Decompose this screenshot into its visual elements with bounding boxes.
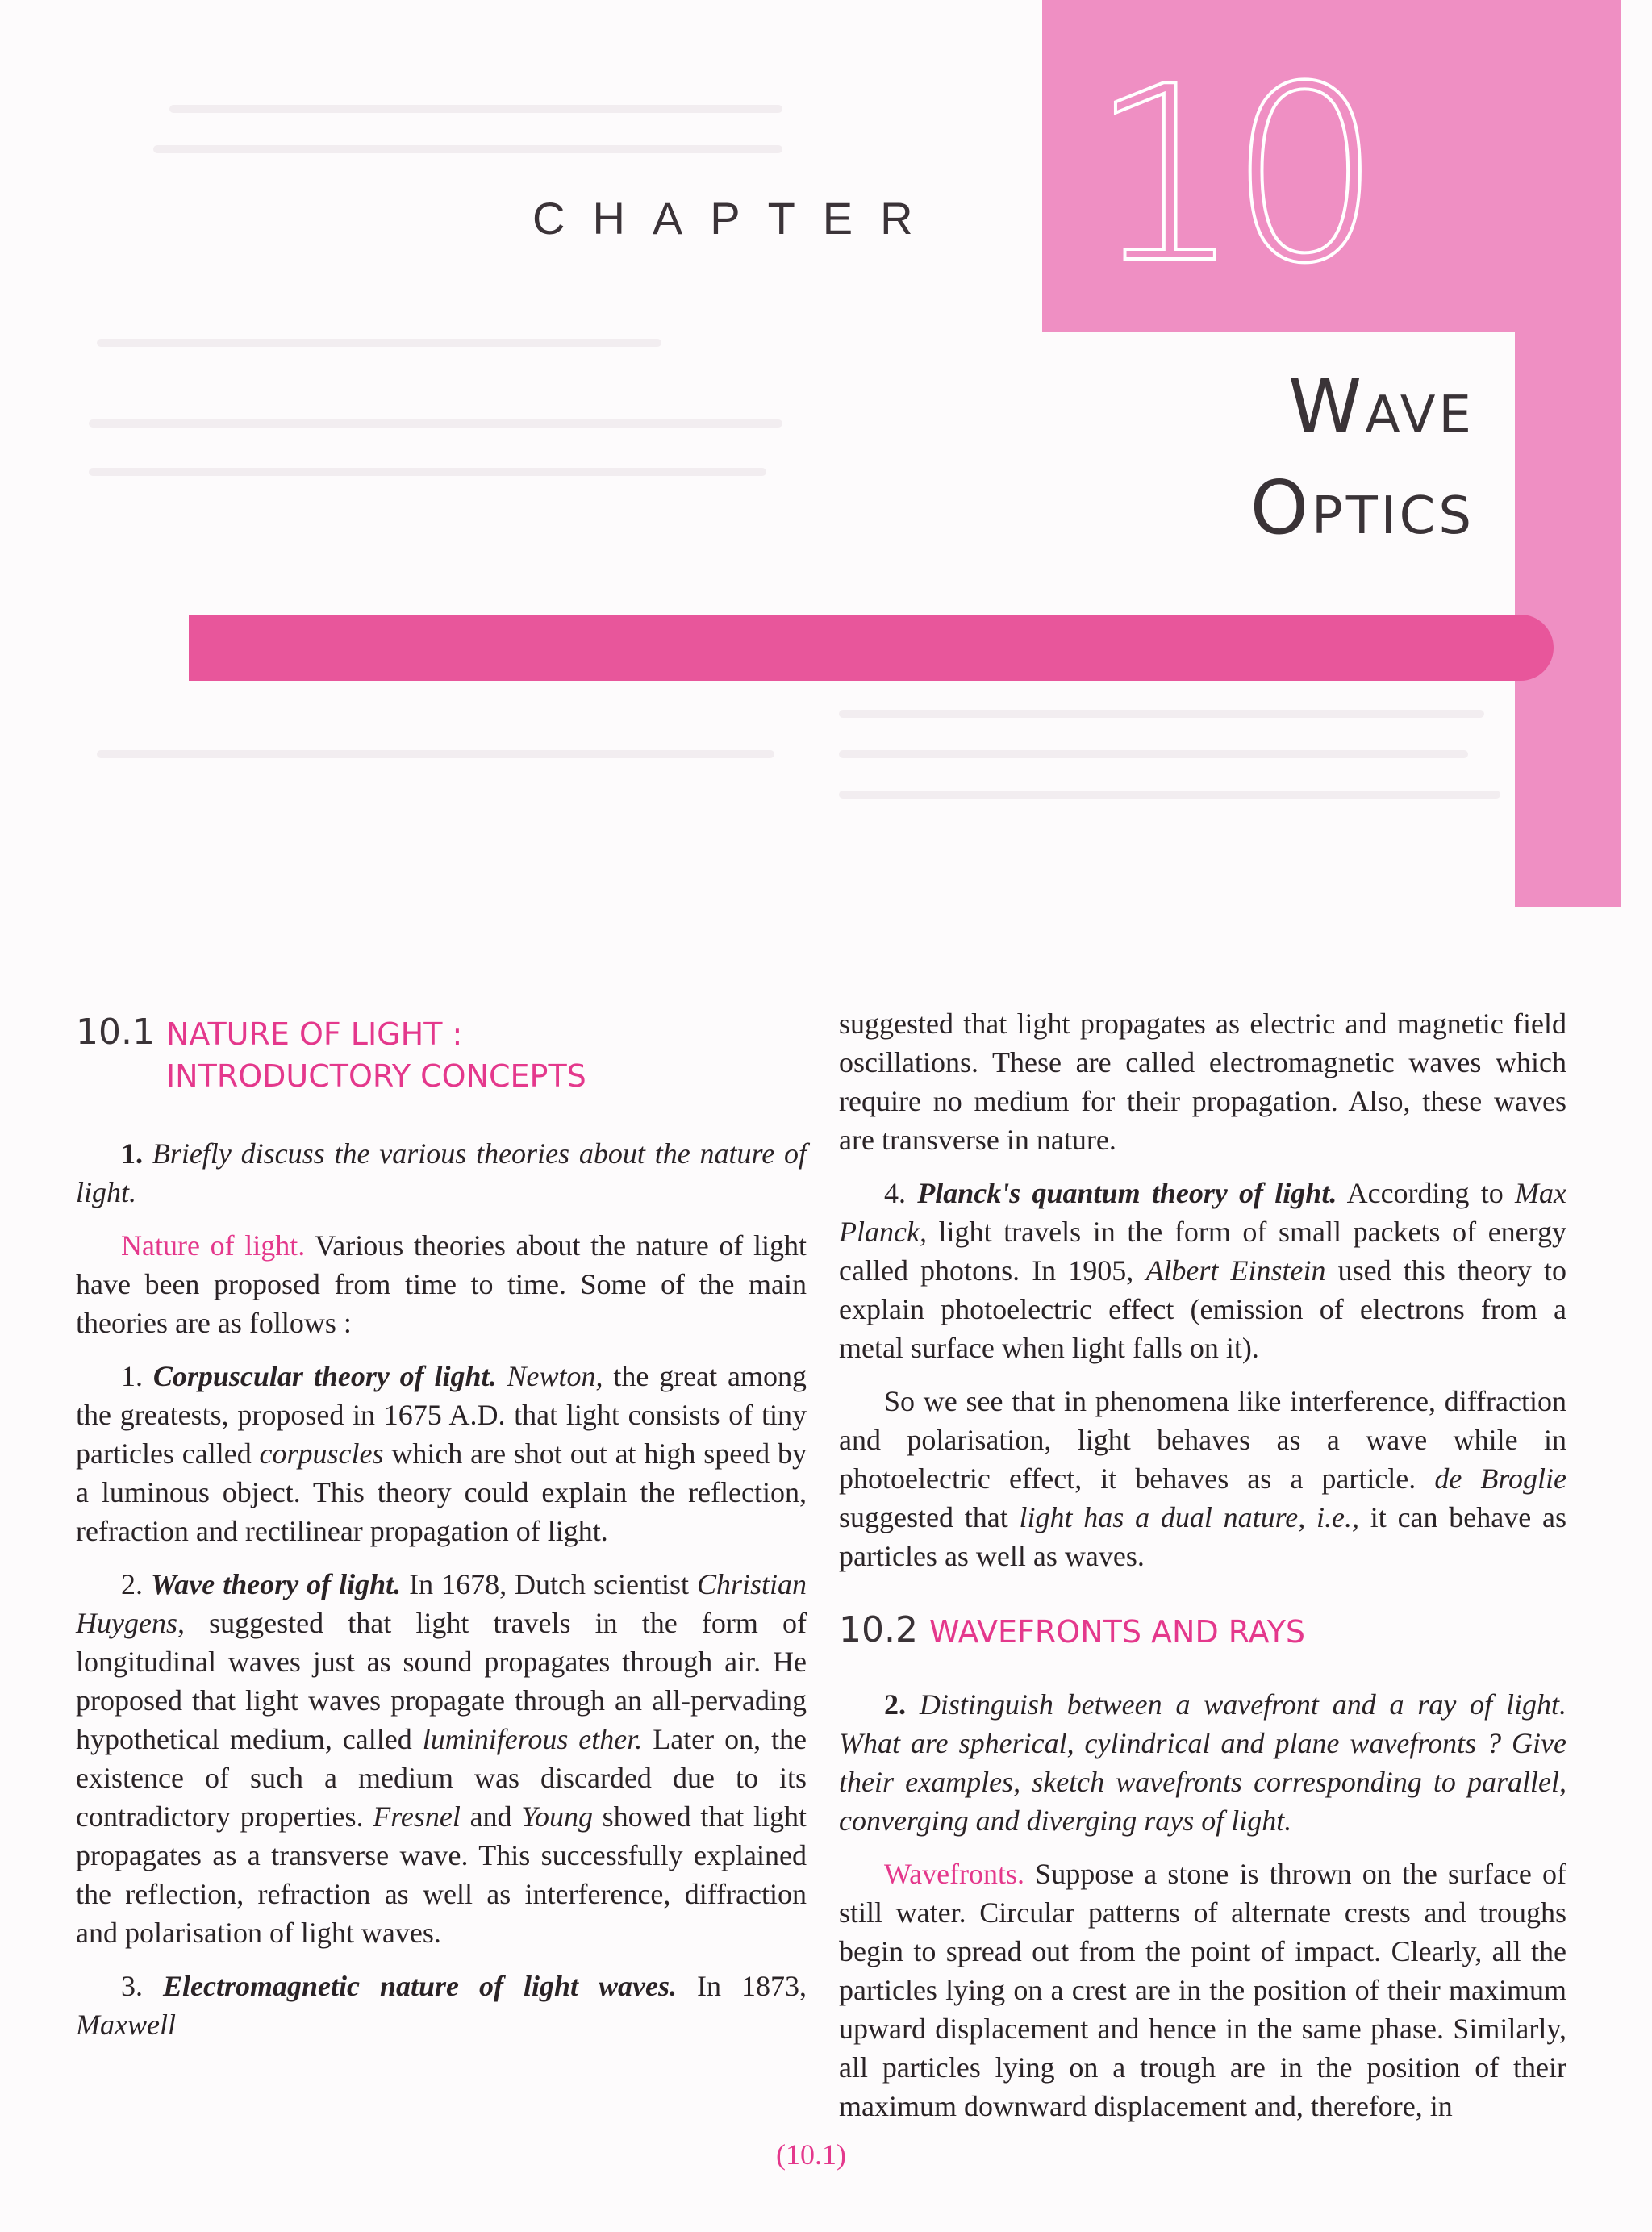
section-number: 10.2 [839,1609,918,1650]
theory-quantum [839,1174,1566,1367]
item-number: 4. [884,1177,918,1209]
question-number: 1. [121,1137,143,1170]
chapter-title-line-2: Optics [1249,465,1475,551]
section-heading [76,1010,807,1097]
summary-text: it can behave as particles as well as waves. [839,1501,1567,1572]
term: luminiferous ether. [422,1723,643,1755]
theory-title: Electromagnetic nature of light waves. [163,1970,677,2002]
question-text: Briefly discuss the various theories about the nature of light. [76,1137,807,1208]
theory-text: In 1873, [677,1970,807,2002]
theory-corpuscular [76,1357,807,1550]
item-number: 3. [121,1970,163,2002]
show-through-mark [89,419,782,428]
scientist-name: Maxwell [76,2009,176,2041]
theory-title: Corpuscular theory of light. [152,1360,497,1392]
theory-text: In 1678, Dutch scientist [401,1568,697,1600]
theory-electromagnetic-start [76,1967,807,2044]
left-column [76,1010,807,2044]
answer-lead: Wavefronts. [884,1858,1025,1890]
section-heading [839,1608,1566,1653]
chapter-title-line-1: Wave [1288,364,1475,450]
show-through-mark [839,710,1484,718]
question-2 [839,1685,1566,1840]
theory-electromagnetic-continued: suggested that light propagates as electric and magnetic field oscillations. These are called electromagnetic waves which require no medium for their propagation. Also, these waves are transverse in nature. [839,1008,1566,1156]
page-number: (10.1) [776,2138,846,2171]
show-through-mark [153,145,782,153]
summary-text: suggested that [839,1501,1020,1533]
item-number: 2. [121,1568,151,1600]
show-through-mark [97,339,661,347]
theory-text: which are shot out at high speed by a luminous object. This theory could explain the reflection, refraction and rectilinear propagation of light. [76,1437,807,1547]
theory-title: Planck's quantum theory of light. [917,1177,1337,1209]
section-title [166,1010,586,1097]
question-text: Distinguish between a wavefront and a ray of light. What are spherical, cylindrical and plane wavefronts ? Give their examples, sketch wavefronts corresponding to parallel, converging and diverging rays of light. [839,1688,1567,1837]
summary-emphasis: light has a dual nature, i.e., [1019,1501,1360,1533]
scientist-name: Max Planck, [839,1177,1567,1248]
question-1 [76,1134,807,1212]
theory-text: Later on, the existence of such a medium was discarded due to its contradictory properties. [76,1723,807,1833]
answer-1 [76,1226,807,1342]
theory-text: showed that light propagates as a transverse wave. This successfully explained the reflection, refraction as well as interference, diffraction and polarisation of light waves. [76,1800,807,1949]
section-title-line-2: INTRODUCTORY CONCEPTS [165,1058,586,1094]
scientist-name: Newton, [507,1360,603,1392]
section-title-line-1: NATURE OF LIGHT : [165,1016,463,1052]
scientist-name: Fresnel [373,1800,461,1833]
theory-text: used this theory to explain photoelectric effect (emission of electrons from a metal surface when light falls on it). [839,1254,1566,1364]
scientist-name: de Broglie [1434,1462,1566,1495]
scientist-name: Young [521,1800,593,1833]
answer-text: Various theories about the nature of light have been proposed from time to time. Some of the main theories are as follows : [76,1229,807,1339]
item-number: 1. [121,1360,153,1392]
theory-text: the great among the greatests, proposed in 1675 A.D. that light consists of tiny particles called [76,1360,807,1470]
theory-text: suggested that light travels in the form of longitudinal waves just as sound propagates through air. He proposed that light waves propagate through an all-pervading hypothetical medium, called [76,1607,807,1755]
answer-2 [839,1854,1566,2126]
section-title: WAVEFRONTS AND RAYS [928,1614,1306,1650]
answer-lead: Nature of light. [121,1229,306,1262]
right-column [839,1004,1566,2126]
show-through-mark [97,750,774,758]
show-through-mark [839,750,1468,758]
theory-text: light travels in the form of small packets of energy called photons. In 1905, [839,1216,1566,1287]
show-through-mark [169,105,782,113]
term: corpuscles [259,1437,384,1470]
chapter-divider-bar [189,615,1554,681]
show-through-mark [839,791,1500,799]
question-number: 2. [884,1688,906,1721]
chapter-label: CHAPTER [532,193,941,244]
show-through-mark [89,468,766,476]
scientist-name: Albert Einstein [1145,1254,1326,1287]
section-number: 10.1 [76,1012,155,1053]
answer-text: Suppose a stone is thrown on the surface of still water. Circular patterns of alternate crests and troughs begin to spread out from the point of impact. Clearly, all the particles lying on a crest are in the position of their maximum upward displacement and hence in the same phase. Similarly, all particles lying on a trough are in the position of their maximum downward displacement and, therefore, in [839,1858,1566,2122]
theory-wave [76,1565,807,1952]
summary-text: So we see that in phenomena like interference, diffraction and polarisation, light behaves as a wave while in photoelectric effect, it behaves as a particle. [839,1385,1566,1495]
theory-text: According to [1337,1177,1516,1209]
chapter-number: 10 [1089,35,1368,316]
scientist-name: Christian Huygens, [76,1568,807,1639]
theory-text: and [460,1800,522,1833]
theory-title: Wave theory of light. [150,1568,402,1600]
summary-paragraph [839,1382,1566,1575]
